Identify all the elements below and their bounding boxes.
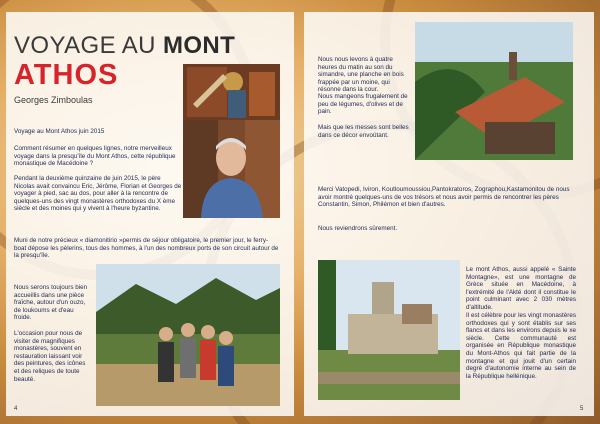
left-paragraph-1: Comment résumer en quelques lignes, notre merveilleux voyage dans la presqu'île du Mont Athos, cette république monastique de Macédoine ? xyxy=(14,145,176,168)
left-paragraph-4: Nous serons toujours bien accueillis dans une pièce fraîche, autour d'un ouzo, de loukoums et d'eau froide. xyxy=(14,284,88,322)
fortress-monastery-photo xyxy=(318,260,460,400)
left-paragraph-5: L'occasion pour nous de visiter de magnifiques monastères, souvent en restauration laissant voir des peintures, des icônes et des reliques de toute beauté. xyxy=(14,330,86,383)
right-paragraph-2: Nous mangeons frugalement de peu de légumes, d'olives et de pain. xyxy=(318,93,408,116)
page-number-left: 4 xyxy=(14,406,18,412)
author-name: Georges Zimboulas xyxy=(14,95,93,105)
right-paragraph-3: Mais que les messes sont belles dans ce décor envoûtant. xyxy=(318,124,409,139)
pilgrims-group-photo xyxy=(96,264,280,406)
title-line-2: ATHOS xyxy=(14,59,119,91)
right-paragraph-7: Il est célèbre pour les vingt monastères orthodoxes qui y sont établis sur ses flancs et dans les environs depuis le xe siècle. Cette communauté est organisée en République monastique du Mont-Athos qui fait partie de la montagne et qui jouit d'un certain degré d'autonomie interne au sein de la République hellénique. xyxy=(466,312,576,380)
right-paragraph-6: Le mont Athos, aussi appelé « Sainte Montagne», est une montagne de Grèce située en Macédoine, à l'extrémité de l'Akté dont il constitue le point culminant avec 2 030 mètres d'altitude. xyxy=(466,266,576,311)
monastery-roof-photo xyxy=(415,22,573,160)
right-paragraph-4: Merci Vatopedi, Iviron, Koutloumoussiou,Pantokratoros, Zographou,Kastamonitou de nous avoir montré quelques-uns de vos trésors et nous avoir permis de rencontrer les pères Constantin, Simon, Philémon et bien d'autres. xyxy=(318,186,570,209)
left-paragraph-2: Pendant la deuxième quinzaine de juin 2015, le père Nicolas avait convaincu Eric, Jérôme, Florian et Georges de voyager à pied, sac au dos, pour aller à la rencontre de quelques-uns des vingt monastères orthodoxes du X ème siècle et des moines qui y vivent à l'heure byzantine. xyxy=(14,175,182,213)
left-paragraph-3: Muni de notre précieux « diamonitirio »permis de séjour obligatoire, le premier jour, le ferry-boat dépose les pèlerins, tous des hommes, à l'un des nombreux ports de son circuit autour de la presqu'île. xyxy=(14,237,279,260)
right-paragraph-5: Nous reviendrons sûrement. xyxy=(318,225,398,232)
right-paragraph-1: Nous nous levons à quatre heures du matin au son du simandre, une planche en bois frappée par un moine, qui résonne dans la cour. xyxy=(318,56,404,94)
title-line-1 xyxy=(14,34,235,58)
left-heading: Voyage au Mont Athos juin 2015 xyxy=(14,128,105,135)
title-word-voyage: VOYAGE AU xyxy=(14,32,156,59)
title-word-mont: MONT xyxy=(162,32,236,59)
page-number-right: 5 xyxy=(580,406,584,412)
fresco-photo xyxy=(183,64,280,120)
portrait-photo xyxy=(183,120,280,218)
